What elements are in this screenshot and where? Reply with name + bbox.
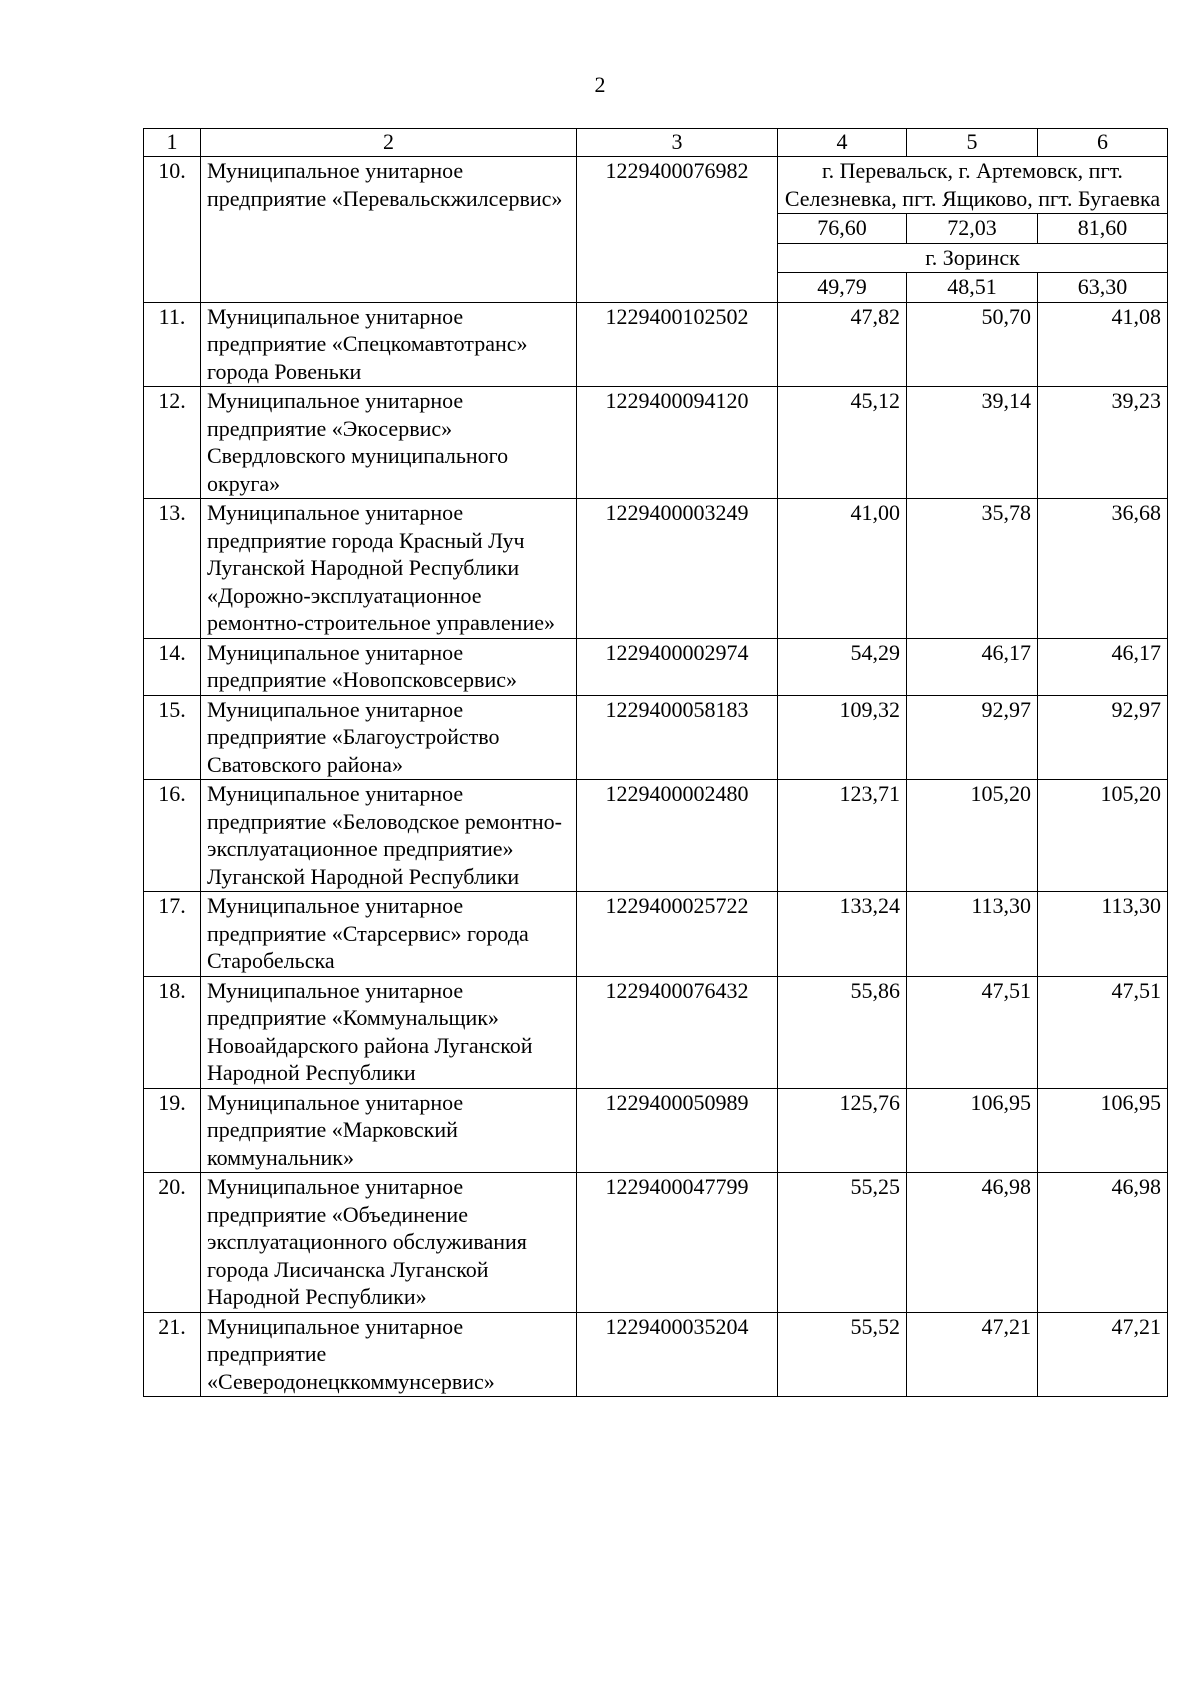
value-col-5: 46,98 (907, 1173, 1038, 1313)
ogrn-code: 1229400002974 (577, 638, 778, 695)
ogrn-code: 1229400002480 (577, 780, 778, 892)
value-col-4: 47,82 (778, 302, 907, 387)
locality-label: г. Зоринск (778, 243, 1168, 273)
value-col-5: 50,70 (907, 302, 1038, 387)
table-row (144, 1173, 1168, 1313)
value-col-4: 123,71 (778, 780, 907, 892)
row-number: 14. (144, 638, 201, 695)
row-number: 18. (144, 976, 201, 1088)
value-col-6: 105,20 (1038, 780, 1168, 892)
row-number: 19. (144, 1088, 201, 1173)
column-header-3: 3 (577, 129, 778, 157)
value-col-6: 47,51 (1038, 976, 1168, 1088)
organization-name: Муниципальное унитарное предприятие «Экосервис» Свердловского муниципального округа» (201, 387, 577, 499)
value-col-6: 46,17 (1038, 638, 1168, 695)
value-col-5: 72,03 (907, 214, 1038, 244)
column-header-5: 5 (907, 129, 1038, 157)
value-col-6: 92,97 (1038, 695, 1168, 780)
value-col-6: 36,68 (1038, 499, 1168, 639)
value-col-4: 54,29 (778, 638, 907, 695)
organization-name: Муниципальное унитарное предприятие «Северодонецккоммунсервис» (201, 1312, 577, 1397)
value-col-6: 46,98 (1038, 1173, 1168, 1313)
table-row (144, 976, 1168, 1088)
value-col-4: 55,86 (778, 976, 907, 1088)
organization-name: Муниципальное унитарное предприятие «Коммунальщик» Новоайдарского района Луганской Народной Республики (201, 976, 577, 1088)
column-header-1: 1 (144, 129, 201, 157)
row-number: 17. (144, 892, 201, 977)
table-header-row (144, 129, 1168, 157)
value-col-4: 55,25 (778, 1173, 907, 1313)
value-col-4: 49,79 (778, 273, 907, 303)
value-col-6: 39,23 (1038, 387, 1168, 499)
table-row (144, 499, 1168, 639)
table-row (144, 638, 1168, 695)
table-row (144, 302, 1168, 387)
value-col-5: 46,17 (907, 638, 1038, 695)
table-row-10 (144, 157, 1168, 214)
column-header-2: 2 (201, 129, 577, 157)
ogrn-code: 1229400003249 (577, 499, 778, 639)
value-col-4: 125,76 (778, 1088, 907, 1173)
organization-name: Муниципальное унитарное предприятие «Марковский коммунальник» (201, 1088, 577, 1173)
row-number: 16. (144, 780, 201, 892)
row-number: 10. (144, 157, 201, 303)
organization-name: Муниципальное унитарное предприятие «Старсервис» города Старобельска (201, 892, 577, 977)
page-number: 2 (594, 72, 606, 97)
ogrn-code: 1229400102502 (577, 302, 778, 387)
tariff-table (143, 128, 1168, 1397)
value-col-5: 105,20 (907, 780, 1038, 892)
column-header-6: 6 (1038, 129, 1168, 157)
ogrn-code: 1229400094120 (577, 387, 778, 499)
table-row (144, 892, 1168, 977)
row-number: 20. (144, 1173, 201, 1313)
value-col-5: 39,14 (907, 387, 1038, 499)
value-col-5: 47,51 (907, 976, 1038, 1088)
organization-name: Муниципальное унитарное предприятие «Беловодское ремонтно-эксплуатационное предприятие» Луганской Народной Республики (201, 780, 577, 892)
row-number: 12. (144, 387, 201, 499)
value-col-4: 41,00 (778, 499, 907, 639)
table-row (144, 387, 1168, 499)
row-number: 15. (144, 695, 201, 780)
value-col-4: 133,24 (778, 892, 907, 977)
value-col-6: 63,30 (1038, 273, 1168, 303)
value-col-5: 113,30 (907, 892, 1038, 977)
row-number: 21. (144, 1312, 201, 1397)
value-col-6: 41,08 (1038, 302, 1168, 387)
value-col-5: 48,51 (907, 273, 1038, 303)
value-col-5: 92,97 (907, 695, 1038, 780)
table-row (144, 780, 1168, 892)
ogrn-code: 1229400047799 (577, 1173, 778, 1313)
value-col-4: 55,52 (778, 1312, 907, 1397)
value-col-4: 109,32 (778, 695, 907, 780)
ogrn-code: 1229400076432 (577, 976, 778, 1088)
ogrn-code: 1229400025722 (577, 892, 778, 977)
value-col-5: 106,95 (907, 1088, 1038, 1173)
column-header-4: 4 (778, 129, 907, 157)
ogrn-code: 1229400035204 (577, 1312, 778, 1397)
value-col-4: 45,12 (778, 387, 907, 499)
locality-label: г. Перевальск, г. Артемовск, пгт. Селезневка, пгт. Ящиково, пгт. Бугаевка (778, 157, 1168, 214)
value-col-6: 81,60 (1038, 214, 1168, 244)
value-col-5: 47,21 (907, 1312, 1038, 1397)
value-col-6: 47,21 (1038, 1312, 1168, 1397)
organization-name: Муниципальное унитарное предприятие «Благоустройство Сватовского района» (201, 695, 577, 780)
ogrn-code: 1229400050989 (577, 1088, 778, 1173)
ogrn-code: 1229400058183 (577, 695, 778, 780)
row-number: 13. (144, 499, 201, 639)
organization-name: Муниципальное унитарное предприятие «Новопсковсервис» (201, 638, 577, 695)
value-col-4: 76,60 (778, 214, 907, 244)
table-row (144, 695, 1168, 780)
table-row (144, 1312, 1168, 1397)
organization-name: Муниципальное унитарное предприятие «Спецкомавтотранс» города Ровеньки (201, 302, 577, 387)
row-number: 11. (144, 302, 201, 387)
organization-name: Муниципальное унитарное предприятие города Красный Луч Луганской Народной Республики «Дорожно-эксплуатационное ремонтно-строительное управление» (201, 499, 577, 639)
ogrn-code: 1229400076982 (577, 157, 778, 303)
value-col-5: 35,78 (907, 499, 1038, 639)
value-col-6: 106,95 (1038, 1088, 1168, 1173)
organization-name: Муниципальное унитарное предприятие «Объединение эксплуатационного обслуживания города Лисичанска Луганской Народной Республики» (201, 1173, 577, 1313)
table-row (144, 1088, 1168, 1173)
organization-name: Муниципальное унитарное предприятие «Перевальскжилсервис» (201, 157, 577, 303)
value-col-6: 113,30 (1038, 892, 1168, 977)
